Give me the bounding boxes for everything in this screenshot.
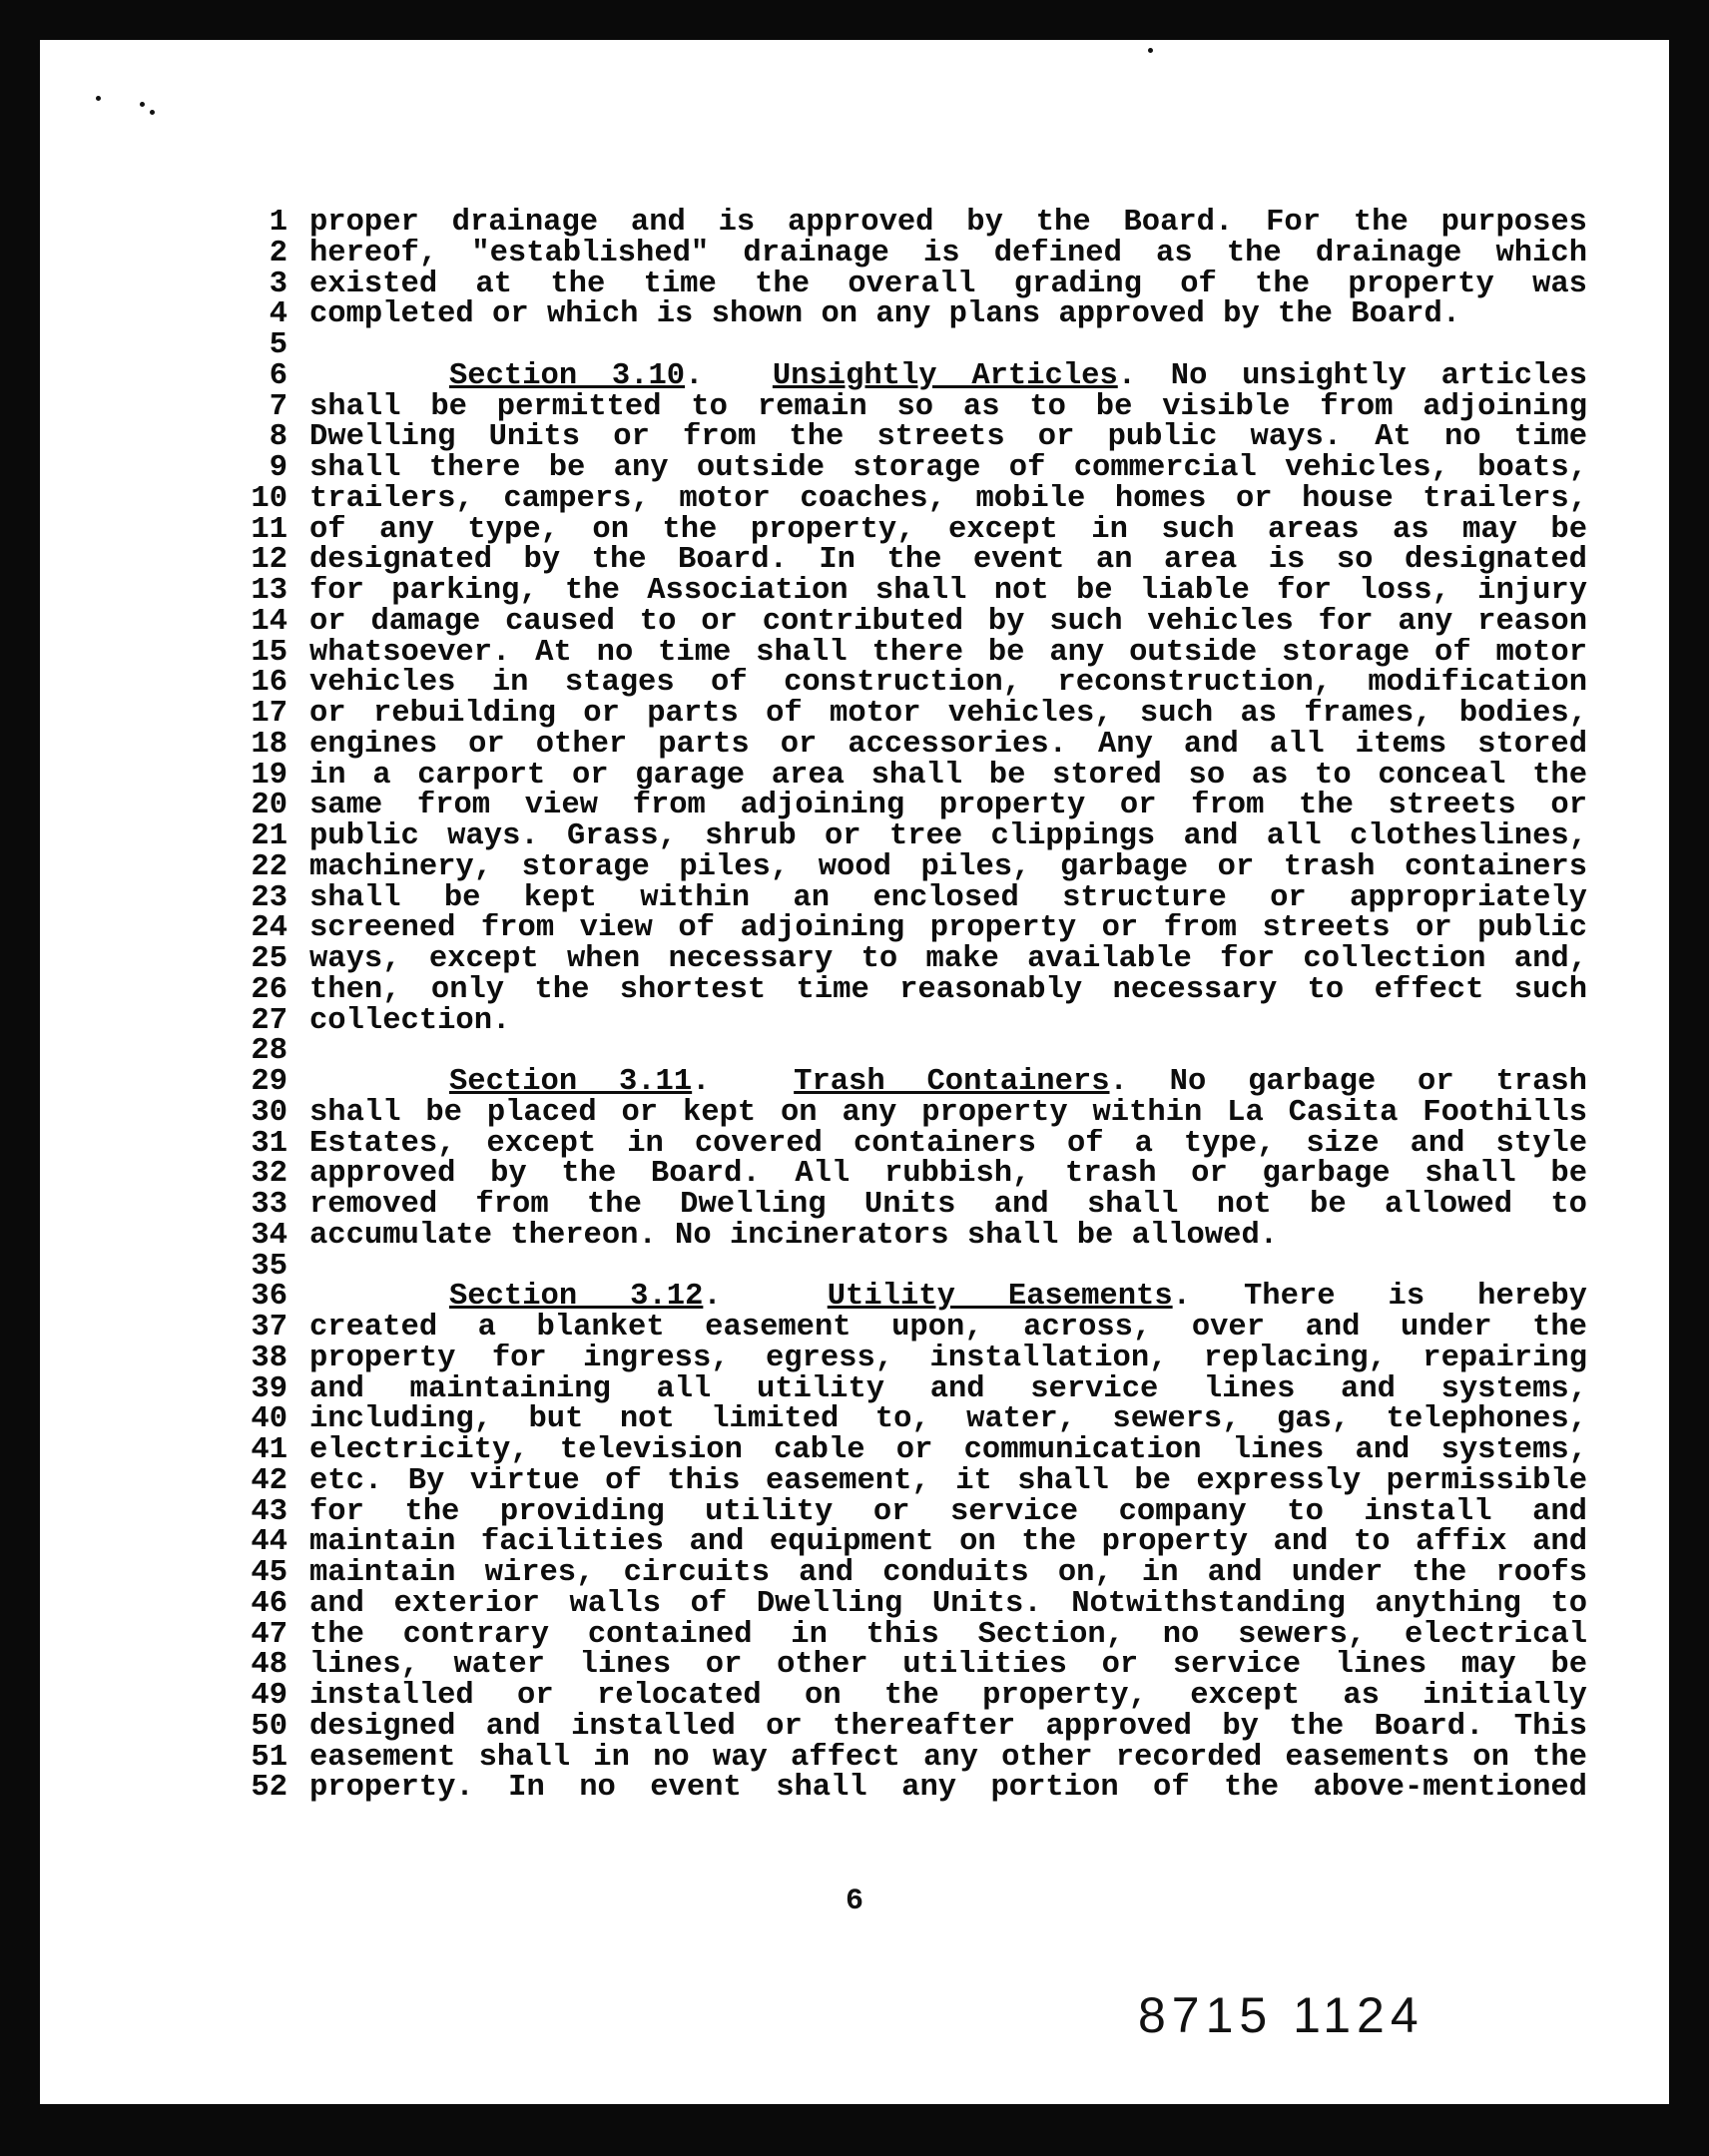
document-line: [210, 389, 1587, 424]
line-number: 5: [269, 328, 287, 362]
document-line: [210, 1218, 1587, 1253]
section-title: Trash Containers: [794, 1067, 1110, 1098]
document-line: [210, 1709, 1587, 1744]
document-line: [210, 1371, 1587, 1406]
document-line: [210, 1036, 1587, 1067]
document-line: [210, 1650, 1587, 1681]
line-text: maintain facilities and equipment on the property and to affix and: [309, 1527, 1587, 1558]
line-text: or damage caused to or contributed by such vehicles for any reason: [309, 606, 1587, 638]
line-number: 16: [251, 666, 287, 701]
line-number: 30: [251, 1095, 287, 1130]
line-number: 48: [251, 1648, 287, 1683]
section-lead-text: . No unsightly articles: [1117, 360, 1587, 392]
document-line: [210, 1681, 1587, 1712]
line-number: 6: [269, 358, 287, 393]
document-line: [210, 453, 1587, 484]
line-text: Estates, except in covered containers of a type, size and style: [309, 1128, 1587, 1160]
line-text: engines or other parts or accessories. Any and all items stored: [309, 729, 1587, 761]
line-text: of any type, on the property, except in such areas as may be: [309, 514, 1587, 546]
document-line: [210, 1617, 1587, 1652]
line-text: [309, 1036, 1587, 1067]
line-text: removed from the Dwelling Units and shall not be allowed to: [309, 1190, 1587, 1221]
document-line: [210, 299, 1587, 330]
section-heading-line: [309, 1282, 1587, 1313]
document-line: [210, 1126, 1587, 1161]
document-line: [210, 699, 1587, 730]
document-line: [210, 330, 1587, 361]
line-text: lines, water lines or other utilities or service lines may be: [309, 1650, 1587, 1681]
line-text: and exterior walls of Dwelling Units. Notwithstanding anything to: [309, 1588, 1587, 1620]
line-number: 33: [251, 1188, 287, 1222]
document-line: [210, 821, 1587, 852]
document-line: [210, 422, 1587, 453]
section-lead-text: . There is hereby: [1172, 1282, 1587, 1313]
line-text: whatsoever. At no time shall there be any outside storage of motor: [309, 637, 1587, 669]
line-text: and maintaining all utility and service lines and systems,: [309, 1373, 1587, 1405]
line-number: 19: [251, 758, 287, 793]
section-heading-line: [309, 361, 1587, 392]
scan-speck: [150, 110, 155, 115]
line-number: 43: [251, 1494, 287, 1529]
line-text: collection.: [309, 1005, 511, 1037]
line-number: 42: [251, 1463, 287, 1498]
line-text: [309, 1252, 1587, 1283]
document-line: [210, 1249, 1587, 1284]
scan-speck: [1148, 48, 1153, 53]
line-text: [309, 330, 1587, 361]
line-text: approved by the Board. All rubbish, trash or garbage shall be: [309, 1159, 1587, 1190]
line-text: proper drainage and is approved by the Board. For the purposes: [309, 208, 1587, 239]
line-text: existed at the time the overall grading of the property was: [309, 269, 1587, 300]
line-number: 24: [251, 911, 287, 946]
line-text: the contrary contained in this Section, no sewers, electrical: [309, 1619, 1587, 1651]
document-line: [210, 236, 1587, 270]
line-number: 1: [269, 206, 287, 240]
line-number: 45: [251, 1556, 287, 1590]
line-text: shall there be any outside storage of commercial vehicles, boats,: [309, 453, 1587, 484]
line-number: 21: [251, 819, 287, 853]
line-number: 14: [251, 604, 287, 639]
line-number: 46: [251, 1586, 287, 1621]
line-text: completed or which is shown on any plans approved by the Board.: [309, 299, 1461, 330]
section-heading-line: [309, 1067, 1587, 1098]
line-text: vehicles in stages of construction, reconstruction, modification: [309, 668, 1587, 699]
document-id-stamp: 8715 1124: [1138, 1987, 1424, 2043]
line-number: 11: [251, 512, 287, 547]
line-number: 2: [269, 236, 287, 270]
numbered-text-body: [210, 208, 1587, 1804]
line-text: maintain wires, circuits and conduits on, in and under the roofs: [309, 1558, 1587, 1589]
line-text: easement shall in no way affect any other recorded easements on the: [309, 1742, 1587, 1774]
document-line: [210, 1341, 1587, 1375]
document-line: [210, 972, 1587, 1007]
line-number: 4: [269, 297, 287, 332]
line-text: or rebuilding or parts of motor vehicles, such as frames, bodies,: [309, 699, 1587, 730]
line-number: 3: [269, 267, 287, 301]
line-number: 29: [251, 1065, 287, 1099]
line-text: designated by the Board. In the event an area is so designated: [309, 545, 1587, 576]
document-line: [210, 545, 1587, 576]
line-text: screened from view of adjoining property or from streets or public: [309, 913, 1587, 944]
document-line: [210, 1313, 1587, 1344]
document-line: [210, 481, 1587, 516]
line-text: shall be kept within an enclosed structure or appropriately: [309, 882, 1587, 914]
scan-speck: [96, 96, 101, 101]
line-number: 51: [251, 1740, 287, 1775]
line-number: 22: [251, 849, 287, 884]
line-text: hereof, "established" drainage is defined as the drainage which: [309, 238, 1587, 270]
line-number: 47: [251, 1617, 287, 1652]
document-line: [210, 604, 1587, 639]
line-text: property. In no event shall any portion of the above-mentioned: [309, 1773, 1587, 1804]
document-line: [210, 727, 1587, 762]
section-separator: .: [685, 360, 773, 392]
line-number: 20: [251, 789, 287, 823]
line-number: 40: [251, 1402, 287, 1437]
line-text: electricity, television cable or communication lines and systems,: [309, 1435, 1587, 1466]
document-line: [210, 512, 1587, 547]
line-number: 38: [251, 1341, 287, 1375]
line-text: accumulate thereon. No incinerators shall be allowed.: [309, 1220, 1279, 1252]
document-line: [210, 576, 1587, 607]
line-text: for the providing utility or service company to install and: [309, 1496, 1587, 1528]
line-text: property for ingress, egress, installation, replacing, repairing: [309, 1343, 1587, 1374]
document-line: [210, 1463, 1587, 1498]
line-number: 17: [251, 697, 287, 731]
line-text: public ways. Grass, shrub or tree clippings and all clotheslines,: [309, 821, 1587, 852]
line-number: 12: [251, 543, 287, 578]
document-line: [210, 668, 1587, 699]
document-line: [210, 1190, 1587, 1221]
line-text: designed and installed or thereafter approved by the Board. This: [309, 1711, 1587, 1743]
scan-speck: [140, 102, 145, 107]
section-lead-text: . No garbage or trash: [1109, 1067, 1587, 1098]
document-line: [210, 1494, 1587, 1529]
line-number: 49: [251, 1679, 287, 1713]
document-line: [210, 208, 1587, 239]
document-line: [210, 791, 1587, 821]
document-line: [210, 1773, 1587, 1804]
line-number: 9: [269, 451, 287, 485]
line-number: 8: [269, 420, 287, 455]
section-number: Section 3.10: [449, 360, 686, 392]
line-number: 27: [251, 1003, 287, 1038]
line-number: 50: [251, 1709, 287, 1744]
document-line: [210, 1095, 1587, 1130]
line-text: ways, except when necessary to make available for collection and,: [309, 944, 1587, 975]
document-line: [210, 880, 1587, 915]
line-number: 13: [251, 574, 287, 608]
line-number: 10: [251, 481, 287, 516]
line-number: 36: [251, 1280, 287, 1315]
document-line: [210, 1740, 1587, 1775]
section-number: Section 3.11: [449, 1067, 693, 1098]
line-number: 31: [251, 1126, 287, 1161]
document-line: [210, 1435, 1587, 1466]
line-number: 44: [251, 1525, 287, 1560]
document-line: [210, 1527, 1587, 1558]
line-text: etc. By virtue of this easement, it shall be expressly permissible: [309, 1465, 1587, 1497]
line-text: same from view from adjoining property or from the streets or: [309, 791, 1587, 821]
document-line: [210, 944, 1587, 975]
line-number: 7: [269, 389, 287, 424]
section-separator: .: [692, 1067, 795, 1098]
line-number: 35: [251, 1249, 287, 1284]
document-line: [210, 1586, 1587, 1621]
section-separator: .: [703, 1282, 828, 1313]
line-number: 41: [251, 1433, 287, 1467]
line-text: including, but not limited to, water, sewers, gas, telephones,: [309, 1404, 1587, 1435]
section-number: Section 3.12: [449, 1282, 704, 1313]
line-number: 32: [251, 1157, 287, 1192]
line-text: then, only the shortest time reasonably necessary to effect such: [309, 974, 1587, 1006]
line-text: installed or relocated on the property, except as initially: [309, 1681, 1587, 1712]
line-number: 18: [251, 727, 287, 762]
line-number: 52: [251, 1771, 287, 1806]
section-title: Unsightly Articles: [772, 360, 1118, 392]
document-line: [210, 635, 1587, 670]
document-line: [210, 1282, 1587, 1313]
document-line: [210, 758, 1587, 793]
document-line: [210, 913, 1587, 944]
line-text: shall be placed or kept on any property within La Casita Foothills: [309, 1097, 1587, 1129]
line-number: 25: [251, 942, 287, 976]
line-text: machinery, storage piles, wood piles, garbage or trash containers: [309, 851, 1587, 883]
document-line: [210, 267, 1587, 301]
line-number: 28: [251, 1034, 287, 1069]
line-number: 23: [251, 880, 287, 915]
line-number: 39: [251, 1371, 287, 1406]
page-number: 6: [845, 1885, 863, 1918]
document-line: [210, 1159, 1587, 1190]
line-number: 15: [251, 635, 287, 670]
document-line: [210, 849, 1587, 884]
line-number: 34: [251, 1218, 287, 1253]
document-line: [210, 1067, 1587, 1098]
section-title: Utility Easements: [827, 1282, 1173, 1313]
document-line: [210, 1003, 1587, 1038]
document-line: [210, 1558, 1587, 1589]
document-line: [210, 1404, 1587, 1435]
line-text: trailers, campers, motor coaches, mobile homes or house trailers,: [309, 483, 1587, 515]
line-number: 37: [251, 1311, 287, 1345]
line-text: in a carport or garage area shall be stored so as to conceal the: [309, 760, 1587, 792]
line-text: Dwelling Units or from the streets or public ways. At no time: [309, 422, 1587, 453]
line-text: created a blanket easement upon, across, over and under the: [309, 1313, 1587, 1344]
line-number: 26: [251, 972, 287, 1007]
line-text: for parking, the Association shall not be liable for loss, injury: [309, 576, 1587, 607]
line-text: shall be permitted to remain so as to be visible from adjoining: [309, 391, 1587, 423]
document-line: [210, 358, 1587, 393]
